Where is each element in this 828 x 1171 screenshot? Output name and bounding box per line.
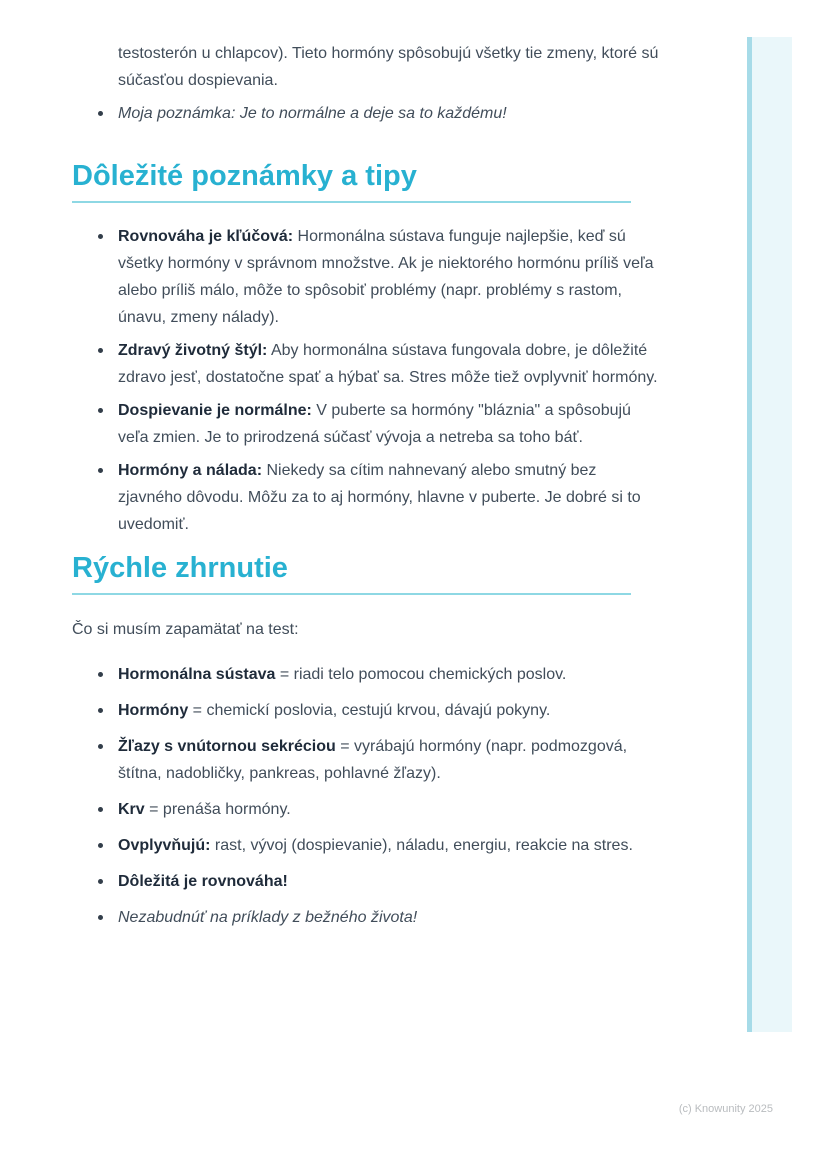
item-text: Hormonálna sústava funguje najlepšie, keď sú všetky hormóny v správnom množstve. Ak je niektorého hormónu príliš veľa alebo príliš málo, môže to spôsobiť problémy (napr. problémy s rastom, únavu, zmeny nálady).: [118, 228, 654, 326]
item-text: Niekedy sa cítim nahnevaný alebo smutný bez zjavného dôvodu. Môžu za to aj hormóny, hlavne v puberte. Je dobré si to uvedomiť.: [118, 462, 641, 533]
item-text: = chemickí poslovia, cestujú krvou, dávajú pokyny.: [188, 702, 551, 719]
item-text: = riadi telo pomocou chemických poslov.: [275, 666, 567, 683]
list-item: [72, 868, 664, 895]
item-text: rast, vývoj (dospievanie), náladu, energiu, reakcie na stres.: [210, 837, 633, 854]
list-item: [72, 904, 664, 931]
item-note: Nezabudnúť na príklady z bežného života!: [118, 909, 418, 926]
list-item: [72, 457, 664, 538]
intro-paragraph: testosterón u chlapcov). Tieto hormóny spôsobujú všetky tie zmeny, ktoré sú súčasťou dospievania.: [118, 45, 659, 89]
item-lead: Dôležitá je rovnováha!: [118, 873, 288, 890]
section-title-tips: Dôležité poznámky a tipy: [72, 159, 631, 203]
item-lead: Hormóny: [118, 702, 189, 719]
page-edge-strip: [747, 37, 792, 1032]
note-text: Moja poznámka: Je to normálne a deje sa to každému!: [118, 105, 507, 122]
content-area: [72, 0, 664, 940]
item-text: Aby hormonálna sústava fungovala dobre, je dôležité zdravo jesť, dostatočne spať a hýbať sa. Stres môže tiež ovplyvniť hormóny.: [118, 342, 658, 386]
tips-list: [72, 223, 664, 538]
summary-list: [72, 661, 664, 931]
item-lead: Hormonálna sústava: [118, 666, 276, 683]
list-item: [72, 397, 664, 451]
item-text: = vyrábajú hormóny (napr. podmozgová, štítna, nadobličky, pankreas, pohlavné žľazy).: [118, 738, 628, 782]
item-lead: Zdravý životný štýl:: [118, 342, 268, 359]
item-lead: Ovplyvňujú:: [118, 837, 211, 854]
list-item: [72, 100, 664, 127]
item-text: V puberte sa hormóny "bláznia" a spôsobujú veľa zmien. Je to prirodzená súčasť vývoja a netreba sa toho báť.: [118, 402, 631, 446]
item-lead: Žľazy s vnútornou sekréciou: [118, 738, 336, 755]
list-item: [72, 661, 664, 688]
list-item: [72, 223, 664, 331]
footer-copyright: (c) Knowunity 2025: [678, 1103, 773, 1115]
item-lead: Rovnováha je kľúčová:: [118, 228, 294, 245]
item-lead: Krv: [118, 801, 145, 818]
list-item: [72, 697, 664, 724]
list-item: [72, 733, 664, 787]
section-title-summary: Rýchle zhrnutie: [72, 551, 631, 595]
list-item: [72, 337, 664, 391]
item-lead: Dospievanie je normálne:: [118, 402, 312, 419]
list-item: [72, 832, 664, 859]
summary-intro: Čo si musím zapamätať na test:: [72, 621, 299, 638]
item-text: = prenáša hormóny.: [144, 801, 291, 818]
list-item: [72, 796, 664, 823]
item-lead: Hormóny a nálada:: [118, 462, 263, 479]
note-list: [72, 100, 664, 127]
